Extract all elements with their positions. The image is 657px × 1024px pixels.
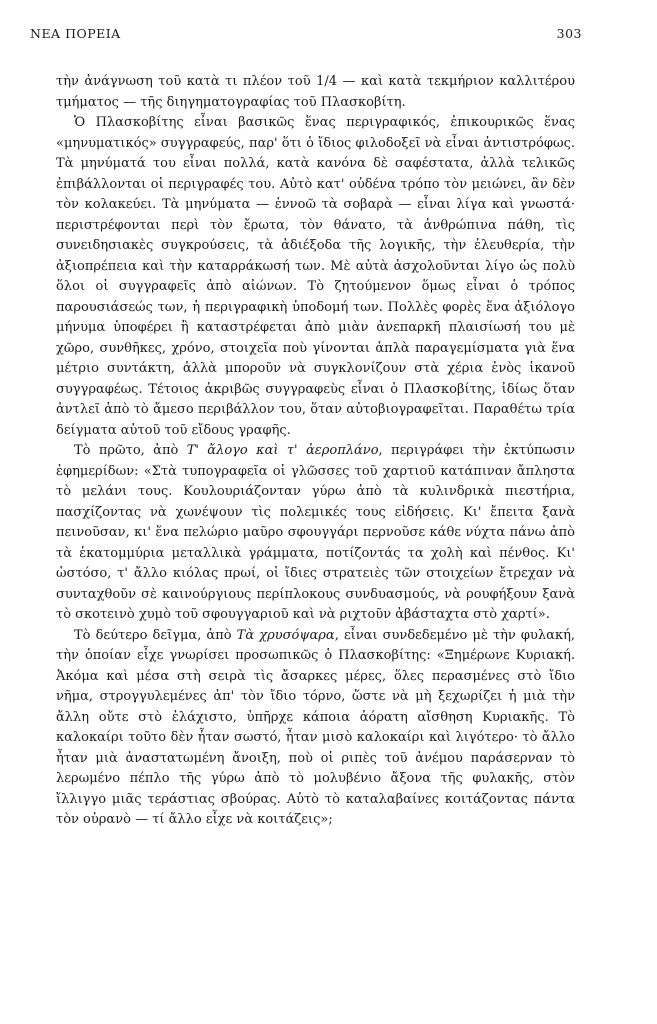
book-title-italic: Τὰ χρυσόψαρα	[236, 627, 335, 643]
paragraph-plaskovitis-style: Ὁ Πλασκοβίτης εἶναι βασικῶς ἕνας περιγραφικός, ἐπικουρικῶς ἕνας «μηνυματικός» συγγραφεύς, παρ' ὅτι ὁ ἴδιος φιλοδοξεῖ νὰ εἶναι ἀντιστρόφως. Τὰ μηνύματά του εἶναι πολλά, κατὰ κανόνα δὲ σαφέστατα, ἀλλὰ τελικῶς ἐπιβάλλονται οἱ περιγραφές του. Αὐτὸ κατ' οὐδένα τρόπο τὸν μειώνει, ἂν δὲν τὸν κολακεύει. Τὰ μηνύματα — ἐννοῶ τὰ σοβαρὰ — εἶναι λίγα καὶ γνωστά· περιστρέφονται περὶ τὸν ἔρωτα, τὸν θάνατο, τὰ ἀνθρώπινα πάθη, τὶς συνειδησιακὲς συγκρούσεις, τὰ ἀδιέξοδα τῆς λογικῆς, τὴν ἐλευθερία, τὴν ἀξιοπρέπεια καὶ τὴν καταρράκωσή των. Μὲ αὐτὰ ἀσχολοῦνται λίγο ὡς πολὺ ὅλοι οἱ συγγραφεῖς ἀπὸ αἰώνων. Τὸ ζητούμενον ὅμως εἶναι ὁ τρόπος παρουσιάσεώς των, ἡ περιγραφικὴ ὑποδομή των. Πολλὲς φορὲς ἕνα ἀξιόλογο μήνυμα ὑποφέρει ἢ καταστρέφεται ἀπὸ μιὰν ἀνεπαρκῆ πλαισίωσή του μὲ χῶρο, συνθῆκες, χρόνο, στοιχεῖα ποὺ γίνονται ἁπλὰ παραγεμίσματα γιὰ ἕνα μέτριο συντάκτη, ἀλλὰ μποροῦν νὰ συγκλονίζουν στὰ χέρια ἑνὸς ἱκανοῦ συγγραφέως. Τέτοιος ἀκριβῶς συγγραφεὺς εἶναι ὁ Πλασκοβίτης, ἰδίως ὅταν ἀντλεῖ ἀπὸ τὸ ἄμεσο περιβάλλον του, ὅταν αὐτοβιογραφεῖται. Παραθέτω τρία δείγματα αὐτοῦ τοῦ εἴδους γραφῆς.	[56, 115, 575, 438]
running-head	[30, 26, 582, 41]
page-number: 303	[556, 26, 582, 41]
paragraph-second-sample: Τὸ δεύτερο δεῖγμα, ἀπὸ Τὰ χρυσόψαρα, εἶναι συνδεδεμένο μὲ τὴν φυλακή, τὴν ὁποίαν εἶχε γνωρίσει προσωπικῶς ὁ Πλασκοβίτης: «Ξημέρωνε Κυριακή. Ἀκόμα καὶ μέσα στὴ σειρὰ τὶς ἄσαρκες μέρες, ὅλες περασμένες στὸ ἴδιο νῆμα, στρογγυλεμένες ἀπ' τὸν ἴδιο τόρνο, ὥστε νὰ μὴ ξεχωρίζει ἡ μιὰ τὴν ἄλλη οὔτε στὸ ἐλάχιστο, ὑπῆρχε κάποια ἀόρατη αἴσθηση Κυριακῆς. Τὸ καλοκαίρι τοῦτο δὲν ἦταν σωστό, ἦταν μισὸ καλοκαίρι καὶ λιγότερο· τὸ ἄλλο ἦταν μιὰ ἀναστατωμένη ἄνοιξη, ποὺ οἱ ριπὲς τοῦ ἀνέμου παράσερναν τὸ λερωμένο πέπλο τῆς γύρω ἀπὸ τὸ μολυβένιο ἄξονα τῆς φυλακῆς, στὸν ἴλλιγγο μιᾶς τεράστιας σβούρας. Αὐτὸ τὸ καταλαβαίνες κοιτάζοντας πάντα τὸν οὐρανὸ — τί ἄλλο εἶχε νὰ κοιτάζεις»;	[56, 627, 575, 827]
paragraph-first-sample: Τὸ πρῶτο, ἀπὸ Τ' ἄλογο καὶ τ' ἀεροπλάνο, περιγράφει τὴν ἐκτύπωσιν ἐφημερίδων: «Στὰ τυπογραφεῖα οἱ γλῶσσες τοῦ χαρτιοῦ κατάπιναν ἄπληστα τὸ μελάνι τους. Κουλουριάζονταν γύρω ἀπὸ τὰ κυλινδρικὰ πιεστήρια, πασχίζοντας νὰ χωνέψουν τὶς πολεμικές τους εἰδήσεις. Κι' ἔπειτα ξανὰ πεινοῦσαν, κι' ἕνα πελώριο μαῦρο σφουγγάρι περνοῦσε κάθε νύχτα πάνω ἀπὸ τὰ ἑκατομμύρια μεταλλικὰ γράμματα, ποτίζοντάς τα χολὴ καὶ πένθος. Κι' ὡστόσο, τ' ἄλλο κιόλας πρωί, οἱ ἴδιες στρατειὲς τῶν στοιχείων ἔτρεχαν νὰ συνταχθοῦν σὲ καινούργιους περίπλοκους συνδυασμούς, νὰ ρουφήξουν ξανὰ τὸ σκοτεινὸ χυμὸ τοῦ σφουγγαριοῦ καὶ νὰ ριχτοῦν ἀβάσταχτα στὸ χαρτί».	[56, 443, 576, 622]
book-title-italic: Τ' ἄλογο καὶ τ' ἀεροπλάνο	[186, 443, 379, 458]
paragraph-continuation: τὴν ἀνάγνωση τοῦ κατὰ τι πλέον τοῦ 1/4 — καὶ κατὰ τεκμήριον καλλιτέρου τμήματος — τῆς διηγηματογραφίας τοῦ Πλασκοβίτη.	[56, 74, 575, 110]
journal-title: ΝΕΑ ΠΟΡΕΙΑ	[30, 26, 121, 41]
body-text	[56, 72, 575, 831]
